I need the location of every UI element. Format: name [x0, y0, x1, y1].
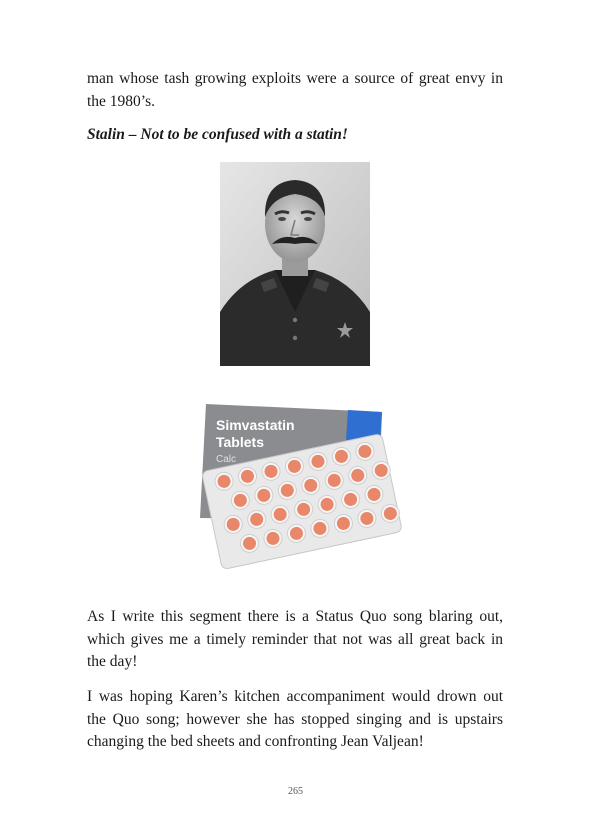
- page-number: 265: [288, 786, 303, 797]
- simvastatin-tablets-image: [198, 402, 402, 570]
- paragraph-continuation: man whose tash growing exploits were a source of great envy in the 1980’s.: [87, 70, 503, 110]
- pill-box-partial-text: Calc: [216, 454, 237, 465]
- paragraph-karen: I was hoping Karen’s kitchen accompaniment would drown out the Quo song; however she has stopped singing and is upstairs changing the bed sheets and confronting Jean Valjean!: [87, 688, 503, 750]
- paragraph-status-quo: As I write this segment there is a Status Quo song blaring out, which gives me a timely reminder that not was all great back in the day!: [87, 608, 503, 670]
- section-subheading: Stalin – Not to be confused with a statin!: [87, 126, 348, 143]
- stalin-portrait-image: [220, 162, 370, 366]
- pill-box-type-text: Tablets: [216, 434, 264, 450]
- pill-box-brand-text: Simvastatin: [216, 417, 295, 433]
